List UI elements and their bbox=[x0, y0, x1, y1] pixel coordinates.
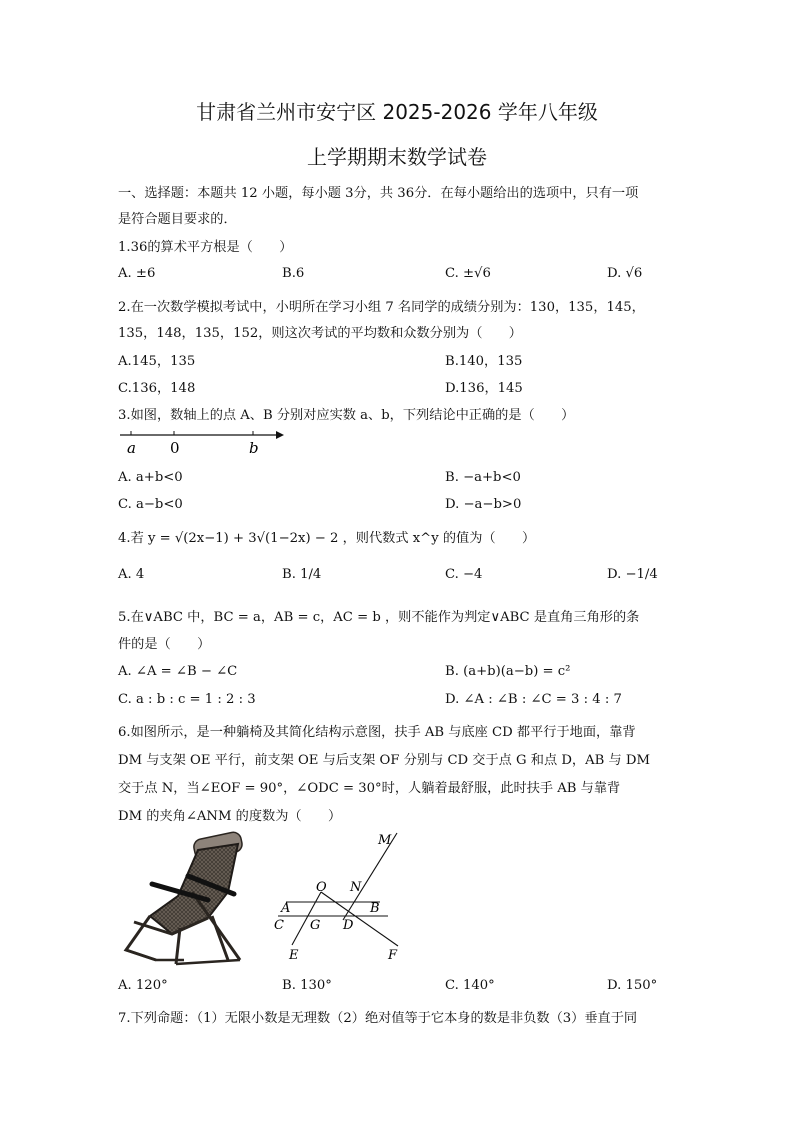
q1-option-c: C. ±√6 bbox=[445, 266, 491, 281]
number-line-label-a: a bbox=[127, 439, 136, 457]
label-e: E bbox=[289, 948, 299, 963]
recliner-chair-photo bbox=[116, 830, 256, 970]
q4-option-b: B. 1/4 bbox=[282, 567, 322, 582]
geometry-diagram bbox=[270, 828, 420, 968]
q1-option-a: A. ±6 bbox=[118, 266, 156, 281]
section-header-cont: 是符合题目要求的． bbox=[118, 212, 237, 227]
label-o: O bbox=[316, 880, 327, 895]
question-6-stem-line1: 6.如图所示，是一种躺椅及其简化结构示意图，扶手 AB 与底座 CD 都平行于地面，靠背 bbox=[118, 725, 636, 740]
label-m: M bbox=[378, 833, 392, 848]
label-c: C bbox=[274, 918, 284, 933]
q1-option-d: D. √6 bbox=[607, 266, 643, 281]
q4-option-c: C. −4 bbox=[445, 567, 483, 582]
label-g: G bbox=[310, 918, 321, 933]
q5-option-a: A. ∠A = ∠B − ∠C bbox=[118, 664, 238, 679]
question-5-stem-cont: 件的是（ ） bbox=[118, 637, 211, 652]
label-d: D bbox=[343, 918, 354, 933]
q6-option-a: A. 120° bbox=[118, 978, 168, 993]
q5-option-d: D. ∠A : ∠B : ∠C = 3 : 4 : 7 bbox=[445, 692, 622, 707]
page-title-line2: 上学期期末数学试卷 bbox=[307, 145, 487, 169]
q4-option-d: D. −1/4 bbox=[607, 567, 658, 582]
section-header: 一、选择题：本题共 12 小题，每小题 3分，共 36分．在每小题给出的选项中，只有一项 bbox=[118, 186, 639, 201]
question-2-stem: 2.在一次数学模拟考试中，小明所在学习小组 7 名同学的成绩分别为：130，135，145， bbox=[118, 300, 645, 315]
question-4-stem: 4.若 y = √(2x−1) + 3√(1−2x) − 2 ，则代数式 x^y 的值为（ ） bbox=[118, 531, 536, 546]
question-5-stem: 5.在∨ABC 中，BC = a，AB = c，AC = b ，则不能作为判定∨ABC 是直角三角形的条 bbox=[118, 610, 640, 625]
q6-option-d: D. 150° bbox=[607, 978, 658, 993]
q4-option-a: A. 4 bbox=[118, 567, 145, 582]
q2-option-c: C.136，148 bbox=[118, 381, 196, 396]
q5-option-c: C. a : b : c = 1 : 2 : 3 bbox=[118, 692, 256, 707]
question-3-stem: 3.如图，数轴上的点 A、B 分别对应实数 a、b，下列结论中正确的是（ ） bbox=[118, 408, 575, 423]
question-6-stem-line2: DM 与支架 OE 平行，前支架 OE 与后支架 OF 分别与 CD 交于点 G 和点 D，AB 与 DM bbox=[118, 753, 650, 768]
label-b: B bbox=[370, 901, 380, 916]
label-a: A bbox=[281, 901, 291, 916]
label-f: F bbox=[388, 948, 398, 963]
q3-option-b: B. −a+b<0 bbox=[445, 470, 521, 485]
page-title-line1: 甘肃省兰州市安宁区 2025-2026 学年八年级 bbox=[196, 100, 598, 124]
q6-option-c: C. 140° bbox=[445, 978, 495, 993]
q3-option-a: A. a+b<0 bbox=[118, 470, 183, 485]
number-line-label-b: b bbox=[249, 439, 259, 457]
q2-option-a: A.145，135 bbox=[118, 354, 196, 369]
question-1-stem: 1.36的算术平方根是（ ） bbox=[118, 240, 293, 255]
number-line-figure bbox=[116, 424, 286, 458]
q3-option-d: D. −a−b>0 bbox=[445, 497, 522, 512]
question-6-stem-line3: 交于点 N，当∠EOF = 90°，∠ODC = 30°时，人躺着最舒服，此时扶手 AB 与靠背 bbox=[118, 781, 621, 796]
q6-option-b: B. 130° bbox=[282, 978, 332, 993]
number-line-label-0: 0 bbox=[170, 439, 180, 457]
q1-option-b: B.6 bbox=[282, 266, 305, 281]
label-n: N bbox=[350, 880, 362, 895]
q2-option-d: D.136，145 bbox=[445, 381, 523, 396]
question-2-stem-cont: 135，148，135，152，则这次考试的平均数和众数分别为（ ） bbox=[118, 326, 522, 341]
q5-option-b: B. (a+b)(a−b) = c² bbox=[445, 664, 571, 679]
q2-option-b: B.140，135 bbox=[445, 354, 523, 369]
question-6-stem-line4: DM 的夹角∠ANM 的度数为（ ） bbox=[118, 809, 342, 824]
question-7-stem: 7.下列命题：（1）无限小数是无理数（2）绝对值等于它本身的数是非负数（3）垂直于同 bbox=[118, 1011, 638, 1026]
q3-option-c: C. a−b<0 bbox=[118, 497, 183, 512]
